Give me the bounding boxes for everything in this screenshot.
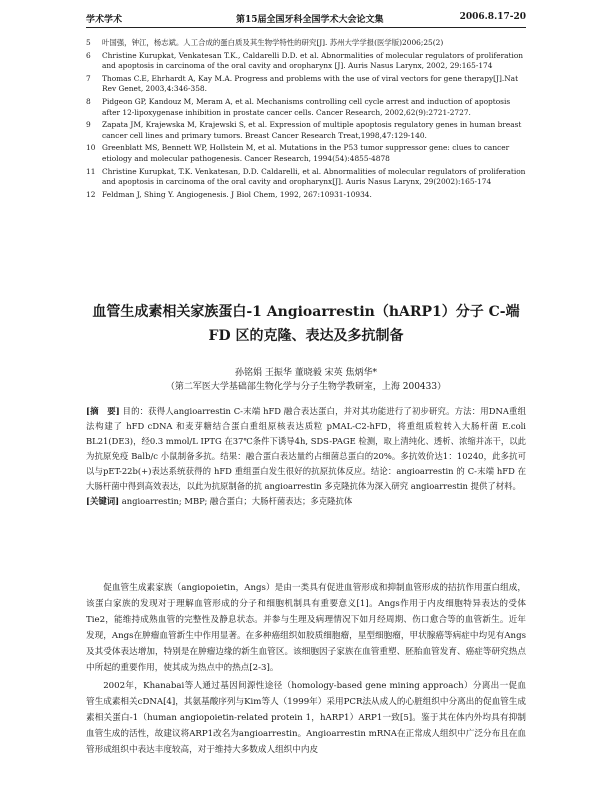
reference-number: 10	[86, 143, 96, 153]
reference-item	[86, 120, 526, 141]
abstract-text: 目的：获得人angioarrestin C-末端 hFD 融合表达蛋白，并对其功能进行了初步研究。方法：用DNA重组法构建了 hFD cDNA 和麦芽糖结合蛋白重组原核表达质粒 pMAL-C2-hFD，将重组质粒转入大肠杆菌 E.coli BL21(DE3)，经0.3 mmol/L IPTG 在37℃条件下诱导4h, SDS-PAGE 检测，取上清纯化、透析、浓缩并冻干，以此为抗原免疫 Balb/c 小鼠制备多抗。结果：融合蛋白表达量约占细菌总蛋白的20%。多抗效价达1：10240，此多抗可以与pET-22b(+)表达系统获得的 hFD 重组蛋白发生很好的抗原抗体反应。结论：angioarrestin 的 C-末端 hFD 在大肠杆菌中得到高效表达，以此为抗原制备的抗 angioarrestin 多克隆抗体为深入研究 angioarrestin 提供了材料。	[86, 406, 526, 491]
reference-text: 叶国强，钟江，杨志斌。人工合成的蛋白质及其生物学特性的研究[J]. 苏州大学学报(医学版)2006;25(2)	[102, 38, 444, 47]
reference-text: Pidgeon GP, Kandouz M, Meram A, et al. Mechanisms controlling cell cycle arrest and induction of apoptosis after 12-lipoxygenase inhibition in prostate cancer cells. Cancer Research, 2002,62(9):2721-2727.	[102, 96, 511, 117]
reference-item	[86, 74, 526, 95]
reference-item	[86, 97, 526, 118]
reference-number: 6	[86, 50, 91, 60]
reference-list	[86, 38, 526, 202]
body-paragraph: 2002年，Khanabai等人通过基因间源性途径（homology-based gene mining approach）分离出一促血管生成素相关cDNA[4]，其氨基酸序列与Kim等人（1999年）采用PCR法从成人的心脏组织中分离出的促血管生成素相关蛋白-1（human angiopoietin-related protein 1，hARP1）ARP1一致[5]。鉴于其在体内外均具有抑制血管生成的活性，故建议将ARP1改名为angioarrestin。Angioarrestin mRNA在正常成人组织中广泛分布且在血管形成组织中表达丰度较高，对于维持大多数成人组织中内皮	[86, 681, 526, 755]
header-center: 第15届全国牙科全国学术大会论文集	[236, 15, 384, 25]
header-left: 学术学术	[86, 15, 123, 25]
abstract	[86, 404, 526, 509]
reference-number: 9	[86, 120, 91, 130]
body-paragraph: 促血管生成素家族（angiopoietin，Angs）是由一类具有促进血管形成和抑制血管形成的拮抗作用蛋白组成，该蛋白家族的发现对于理解血管形成的分子和细胞机制具有重要意义[1]。Angs作用于内皮细胞特异表达的受体Tie2，能维持成熟血管的完整性及静息状态。并参与生理及病理情况下如月经周期、伤口愈合等的血管新生。近年发现，Angs在肿瘤血管新生中作用显著。在多种癌组织如胶质细胞瘤，星型细胞瘤，甲状腺癌等病症中均见有Angs及其受体表达增加，特别是在肿瘤边缘的新生血管区。该细胞因子家族在血管重塑、胚胎血管发育、癌症等研究热点中所起的重要作用，使其成为热点中的热点[2-3]。	[86, 583, 526, 673]
reference-item	[86, 51, 526, 72]
keywords-text: angioarrestin; MBP; 融合蛋白；大肠杆菌表达；多克隆抗体	[121, 496, 353, 506]
reference-text: Thomas C.E, Ehrhardt A, Kay M.A. Progress and problems with the use of viral vectors for gene therapy[J].Nat Rev Genet, 2003,4:346-358.	[102, 73, 519, 94]
reference-number: 12	[86, 189, 96, 199]
running-header	[86, 11, 526, 28]
reference-item	[86, 190, 526, 201]
abstract-label: [摘 要]	[86, 406, 120, 416]
reference-number: 7	[86, 73, 91, 83]
reference-number: 8	[86, 96, 91, 106]
reference-text: Greenblatt MS, Bennett WP, Hollstein M, et al. Mutations in the P53 tumor suppressor gene: clues to cancer etiology and molecular pathogenesis. Cancer Research, 1994(54):4855-4878	[102, 143, 510, 163]
article-title: 血管生成素相关家族蛋白-1 Angioarrestin（hARP1）分子 C-端 FD 区的克隆、表达及多抗制备	[92, 304, 520, 344]
reference-text: Feldman J, Shing Y. Angiogenesis. J Biol Chem, 1992, 267:10931-10934.	[102, 189, 372, 199]
keywords-label: [关键词]	[86, 496, 120, 506]
author-affiliation: （第二军医大学基础部生物化学与分子生物学教研室，上海 200433）	[165, 382, 447, 392]
reference-item	[86, 167, 526, 188]
body-text	[86, 580, 526, 760]
reference-item	[86, 143, 526, 164]
reference-text: Zapata JM, Krajewska M, Krajewski S, et al. Expression of multiple apoptosis regulatory genes in human breast cancer cell lines and primary tumors. Breast Cancer Research Treat,1998,47:129-140.	[102, 120, 522, 140]
author-block	[86, 366, 526, 394]
reference-text: Christine Kurupkat, Venkatesan T.K., Caldarelli D.D. et al. Abnormalities of molecular regulators of proliferation and apoptosis in carcinoma of the oral cavity and oropharynx [J]. Auris Nasus Larynx, 2002, 29:165-174	[102, 50, 524, 71]
keywords-line	[86, 494, 526, 509]
reference-number: 5	[86, 38, 91, 47]
reference-text: Christine Kurupkat, T.K. Venkatesan, D.D. Caldarelli, et al. Abnormalities of molecular regulators of proliferation and apoptosis in carcinoma of the oral cavity and oropharynx[J]. Auris Nasus Larynx, 29(2002):165-174	[102, 166, 526, 187]
reference-number: 11	[86, 166, 96, 176]
reference-item	[86, 38, 526, 49]
author-names: 孙铭娟 王振华 董晓毅 宋英 焦炳华*	[235, 368, 377, 378]
header-date: 2006.8.17-20	[459, 12, 526, 22]
